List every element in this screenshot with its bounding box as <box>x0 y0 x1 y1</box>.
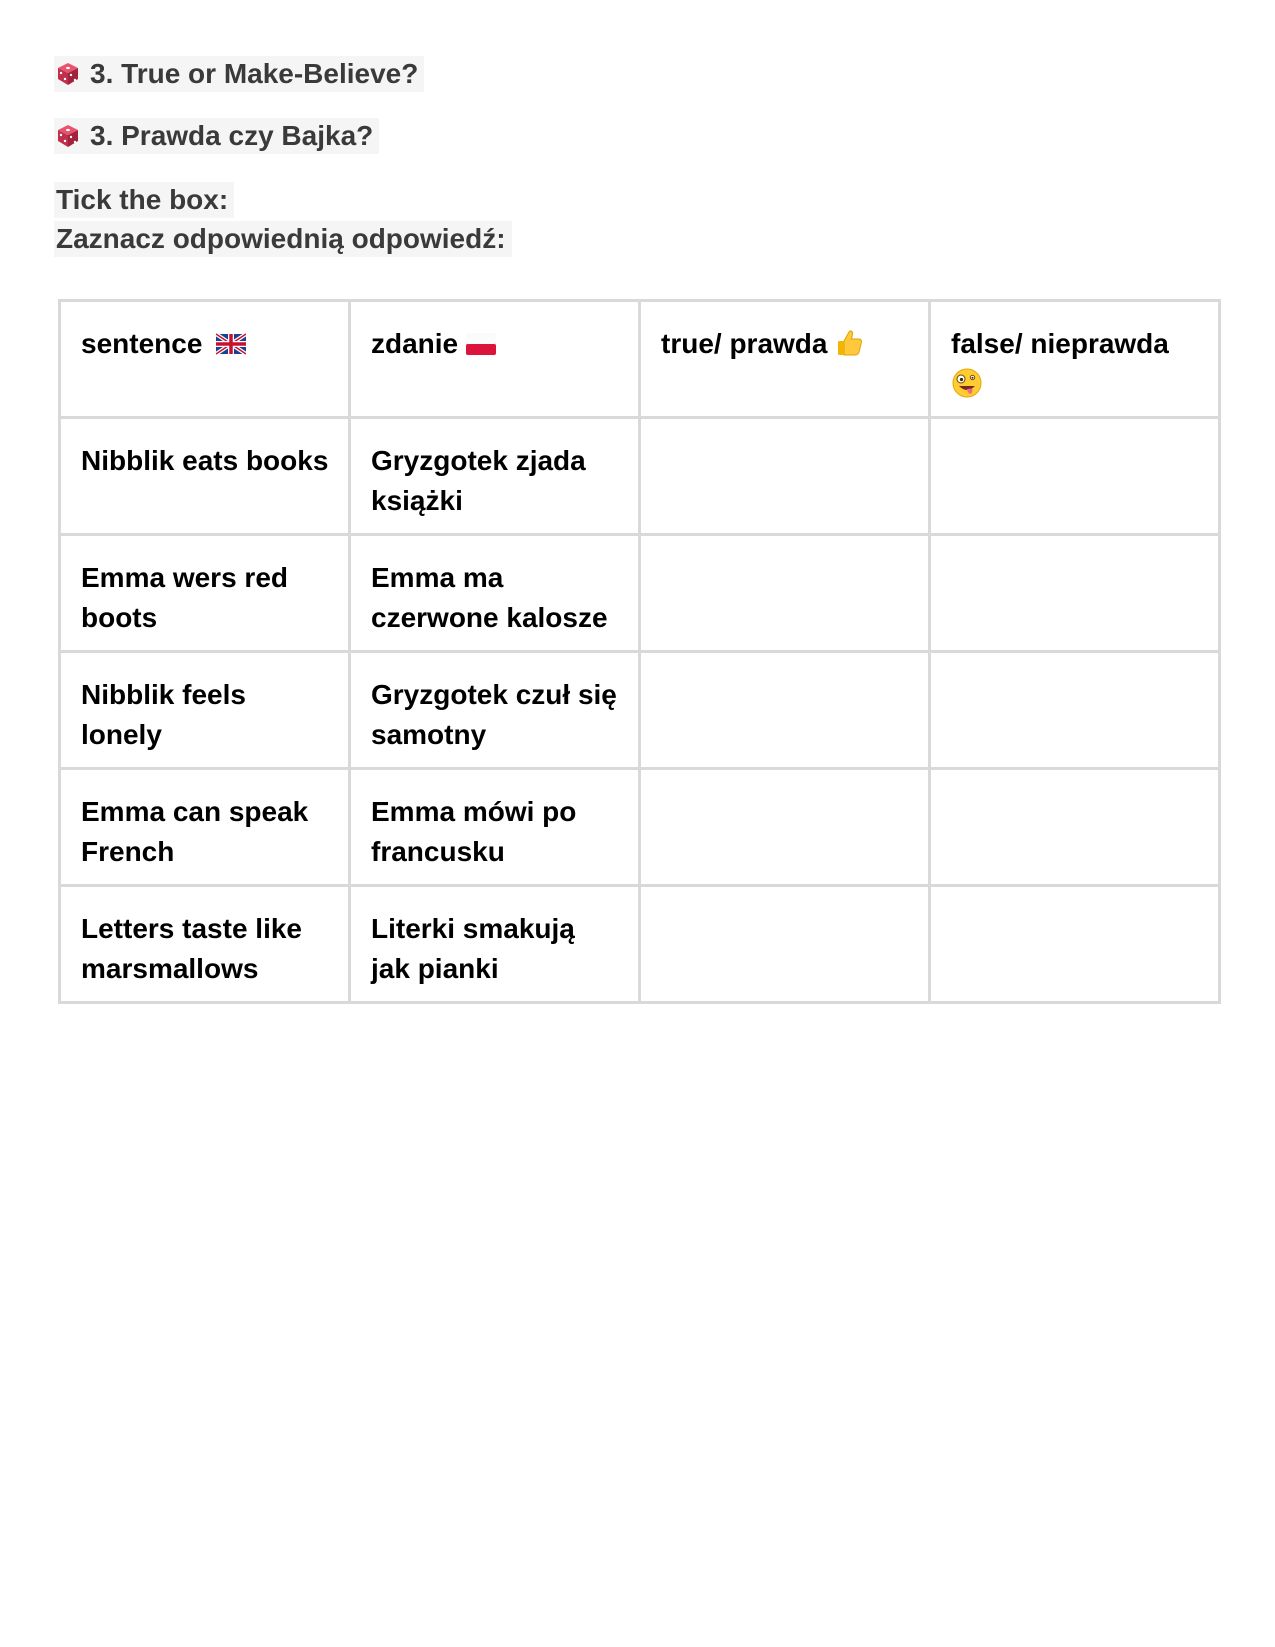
cell-false-checkbox[interactable] <box>930 535 1220 652</box>
header-false <box>930 301 1220 418</box>
cell-sentence-pl: Literki smakują jak pianki <box>350 886 640 1003</box>
thumbs-up-icon <box>835 328 865 358</box>
cell-false-checkbox[interactable] <box>930 769 1220 886</box>
cell-sentence-pl: Emma mówi po francusku <box>350 769 640 886</box>
cell-sentence-en: Letters taste like marsmallows <box>60 886 350 1003</box>
instruction-polish-text: Zaznacz odpowiednią odpowiedź: <box>54 221 512 257</box>
table-row <box>60 652 1220 769</box>
cell-true-checkbox[interactable] <box>640 535 930 652</box>
title-polish-highlight <box>54 118 379 154</box>
cell-true-checkbox[interactable] <box>640 886 930 1003</box>
title-english-highlight <box>54 56 424 92</box>
true-false-table <box>58 299 1221 1004</box>
title-polish <box>54 118 379 154</box>
instruction-english-text: Tick the box: <box>54 182 234 218</box>
header-true <box>640 301 930 418</box>
cell-false-checkbox[interactable] <box>930 418 1220 535</box>
title-polish-text: 3. Prawda czy Bajka? <box>90 120 374 151</box>
poland-flag-icon <box>466 333 496 355</box>
instruction-polish <box>54 221 512 257</box>
cell-sentence-en: Nibblik feels lonely <box>60 652 350 769</box>
cell-true-checkbox[interactable] <box>640 652 930 769</box>
header-sentence-label: sentence <box>81 328 203 359</box>
title-english-text: 3. True or Make-Believe? <box>90 58 419 89</box>
cell-true-checkbox[interactable] <box>640 418 930 535</box>
cell-sentence-pl: Gryzgotek zjada książki <box>350 418 640 535</box>
cell-sentence-en: Nibblik eats books <box>60 418 350 535</box>
table-header-row <box>60 301 1220 418</box>
table-row <box>60 886 1220 1003</box>
cell-sentence-en: Emma wers red boots <box>60 535 350 652</box>
header-zdanie-label: zdanie <box>371 328 459 359</box>
header-true-label: true/ prawda <box>661 328 828 359</box>
cell-false-checkbox[interactable] <box>930 652 1220 769</box>
cell-sentence-en: Emma can speak French <box>60 769 350 886</box>
header-false-label: false/ nieprawda <box>951 328 1169 359</box>
cell-true-checkbox[interactable] <box>640 769 930 886</box>
uk-flag-icon <box>216 333 246 355</box>
cell-false-checkbox[interactable] <box>930 886 1220 1003</box>
table-row <box>60 418 1220 535</box>
title-english <box>54 56 424 92</box>
table-row <box>60 769 1220 886</box>
header-zdanie <box>350 301 640 418</box>
instruction-english <box>54 182 234 218</box>
game-die-icon <box>56 62 80 86</box>
game-die-icon <box>56 124 80 148</box>
cell-sentence-pl: Emma ma czerwone kalosze <box>350 535 640 652</box>
cell-sentence-pl: Gryzgotek czuł się samotny <box>350 652 640 769</box>
table-row <box>60 535 1220 652</box>
zany-face-icon <box>951 367 983 399</box>
header-sentence <box>60 301 350 418</box>
